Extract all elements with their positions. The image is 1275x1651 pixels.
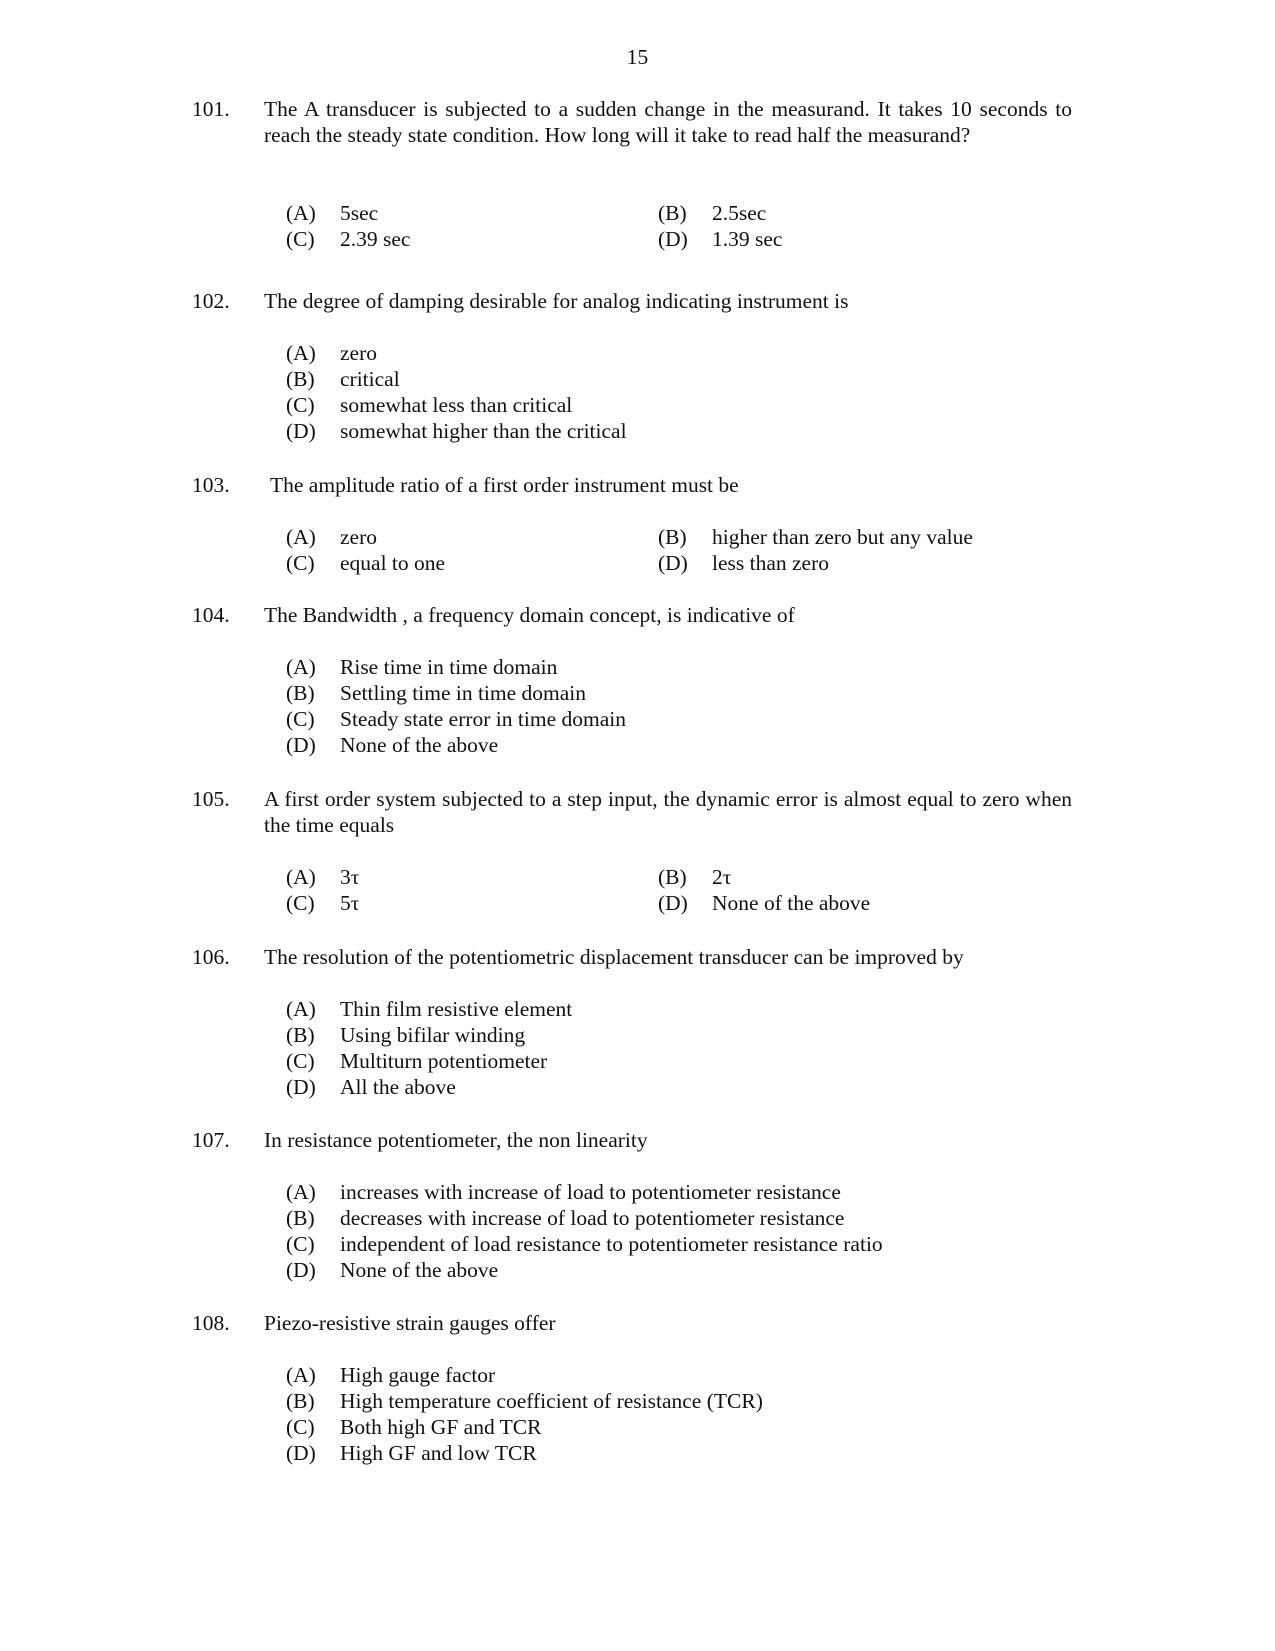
option-text: Multiturn potentiometer bbox=[340, 1049, 548, 1073]
option-text: Steady state error in time domain bbox=[340, 707, 626, 731]
option-text: Rise time in time domain bbox=[340, 655, 558, 679]
option-text: Thin film resistive element bbox=[340, 997, 573, 1021]
question-101 bbox=[192, 96, 1072, 256]
question-text: The resolution of the potentiometric displacement transducer can be improved by bbox=[264, 945, 964, 969]
option-text: 5sec bbox=[340, 201, 379, 225]
question-number: 105. bbox=[192, 787, 230, 811]
option-letter: (B) bbox=[286, 367, 315, 391]
option-letter: (C) bbox=[286, 227, 315, 251]
option-letter: (B) bbox=[286, 1023, 315, 1047]
option-text: High gauge factor bbox=[340, 1363, 496, 1387]
option-text: 5τ bbox=[340, 891, 360, 915]
option-text: None of the above bbox=[712, 891, 871, 915]
option-letter: (D) bbox=[658, 227, 688, 251]
option-text: somewhat less than critical bbox=[340, 393, 573, 417]
option-letter: (B) bbox=[286, 1389, 315, 1413]
option-letter: (A) bbox=[286, 997, 316, 1021]
option-letter: (B) bbox=[286, 1206, 315, 1230]
question-number: 107. bbox=[192, 1128, 230, 1152]
option-letter: (A) bbox=[286, 525, 316, 549]
question-107 bbox=[192, 1127, 1072, 1287]
question-text: A first order system subjected to a step input, the dynamic error is almost equal to zero when the time equals bbox=[264, 787, 1072, 837]
option-letter: (C) bbox=[286, 551, 315, 575]
question-text: The A transducer is subjected to a sudden change in the measurand. It takes 10 seconds to reach the steady state condition. How long will it take to read half the measurand? bbox=[264, 97, 1072, 147]
option-letter: (B) bbox=[658, 201, 687, 225]
question-108 bbox=[192, 1310, 1072, 1470]
option-text: High GF and low TCR bbox=[340, 1441, 537, 1465]
option-letter: (A) bbox=[286, 1180, 316, 1204]
option-text: equal to one bbox=[340, 551, 446, 575]
option-letter: (D) bbox=[658, 891, 688, 915]
option-text: zero bbox=[340, 525, 377, 549]
option-letter: (C) bbox=[286, 1415, 315, 1439]
question-text: The amplitude ratio of a first order instrument must be bbox=[270, 473, 739, 497]
option-letter: (D) bbox=[286, 419, 316, 443]
option-text: Settling time in time domain bbox=[340, 681, 587, 705]
option-letter: (A) bbox=[286, 341, 316, 365]
option-letter: (A) bbox=[286, 655, 316, 679]
option-text: zero bbox=[340, 341, 377, 365]
page-number: 15 bbox=[626, 45, 649, 69]
option-text: High temperature coefficient of resistance (TCR) bbox=[340, 1389, 763, 1413]
option-text: 3τ bbox=[340, 865, 360, 889]
option-text: somewhat higher than the critical bbox=[340, 419, 627, 443]
option-letter: (B) bbox=[286, 681, 315, 705]
option-text: Using bifilar winding bbox=[340, 1023, 526, 1047]
question-number: 104. bbox=[192, 603, 230, 627]
question-number: 102. bbox=[192, 289, 230, 313]
option-letter: (A) bbox=[286, 1363, 316, 1387]
question-text: Piezo-resistive strain gauges offer bbox=[264, 1311, 556, 1335]
option-letter: (D) bbox=[286, 733, 316, 757]
question-104 bbox=[192, 602, 1072, 762]
option-text: 2.39 sec bbox=[340, 227, 411, 251]
option-letter: (B) bbox=[658, 865, 687, 889]
option-letter: (C) bbox=[286, 393, 315, 417]
option-letter: (D) bbox=[286, 1075, 316, 1099]
option-text: increases with increase of load to potentiometer resistance bbox=[340, 1180, 841, 1204]
option-letter: (C) bbox=[286, 707, 315, 731]
option-text: 2.5sec bbox=[712, 201, 767, 225]
option-text: None of the above bbox=[340, 1258, 499, 1282]
option-text: 1.39 sec bbox=[712, 227, 783, 251]
option-text: less than zero bbox=[712, 551, 830, 575]
question-number: 108. bbox=[192, 1311, 230, 1335]
option-text: None of the above bbox=[340, 733, 499, 757]
question-text: In resistance potentiometer, the non linearity bbox=[264, 1128, 648, 1152]
option-letter: (C) bbox=[286, 891, 315, 915]
question-text: The Bandwidth , a frequency domain concept, is indicative of bbox=[264, 603, 795, 627]
option-letter: (A) bbox=[286, 865, 316, 889]
option-text: 2τ bbox=[712, 865, 732, 889]
option-letter: (D) bbox=[658, 551, 688, 575]
option-text: higher than zero but any value bbox=[712, 525, 973, 549]
option-letter: (C) bbox=[286, 1232, 315, 1256]
option-text: Both high GF and TCR bbox=[340, 1415, 542, 1439]
question-105 bbox=[192, 786, 1072, 926]
option-text: independent of load resistance to potentiometer resistance ratio bbox=[340, 1232, 883, 1256]
question-text: The degree of damping desirable for analog indicating instrument is bbox=[264, 289, 849, 313]
option-letter: (A) bbox=[286, 201, 316, 225]
question-106 bbox=[192, 944, 1072, 1104]
option-letter: (C) bbox=[286, 1049, 315, 1073]
option-letter: (D) bbox=[286, 1441, 316, 1465]
question-number: 101. bbox=[192, 97, 230, 121]
question-number: 106. bbox=[192, 945, 230, 969]
option-text: critical bbox=[340, 367, 400, 391]
question-103 bbox=[192, 472, 1072, 582]
option-text: All the above bbox=[340, 1075, 456, 1099]
option-text: decreases with increase of load to potentiometer resistance bbox=[340, 1206, 845, 1230]
option-letter: (D) bbox=[286, 1258, 316, 1282]
question-102 bbox=[192, 288, 1072, 448]
option-letter: (B) bbox=[658, 525, 687, 549]
question-number: 103. bbox=[192, 473, 230, 497]
